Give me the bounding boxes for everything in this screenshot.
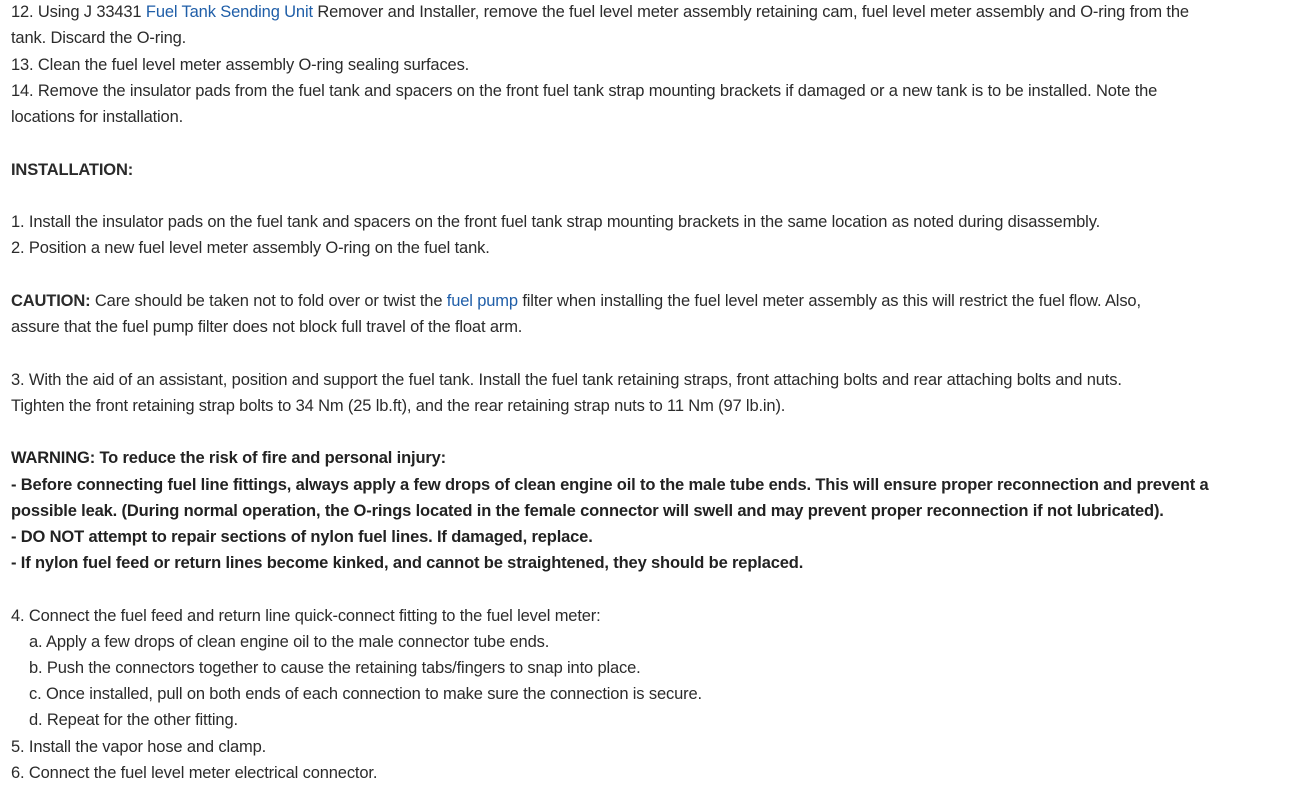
install-step-2: 2. Position a new fuel level meter assembly O-ring on the fuel tank. bbox=[11, 239, 490, 257]
warning-title: WARNING: To reduce the risk of fire and personal injury: bbox=[11, 449, 447, 467]
install-step-4c: c. Once installed, pull on both ends of each connection to make sure the connection is secure. bbox=[29, 685, 702, 703]
warning-item-1-line-1: - Before connecting fuel line fittings, always apply a few drops of clean engine oil to the male tube ends. This will ensure proper reconnection and prevent a bbox=[11, 476, 1209, 494]
install-step-1: 1. Install the insulator pads on the fuel tank and spacers on the front fuel tank strap mounting brackets in the same location as noted during disassembly. bbox=[11, 213, 1101, 231]
caution-note bbox=[11, 288, 1141, 314]
step-12 bbox=[11, 0, 1189, 25]
install-step-4: 4. Connect the fuel feed and return line quick-connect fitting to the fuel level meter: bbox=[11, 607, 601, 625]
install-step-4b: b. Push the connectors together to cause the retaining tabs/fingers to snap into place. bbox=[29, 659, 641, 677]
install-step-5: 5. Install the vapor hose and clamp. bbox=[11, 738, 267, 756]
install-step-4d: d. Repeat for the other fitting. bbox=[29, 711, 238, 729]
warning-item-2: - DO NOT attempt to repair sections of nylon fuel lines. If damaged, replace. bbox=[11, 528, 593, 546]
caution-continued: assure that the fuel pump filter does not block full travel of the float arm. bbox=[11, 318, 523, 336]
install-step-4a: a. Apply a few drops of clean engine oil to the male connector tube ends. bbox=[29, 633, 550, 651]
fuel-tank-sending-unit-link[interactable]: Fuel Tank Sending Unit bbox=[145, 3, 313, 21]
install-step-3-line-2: Tighten the front retaining strap bolts to 34 Nm (25 lb.ft), and the rear retaining strap nuts to 11 Nm (97 lb.in). bbox=[11, 397, 786, 415]
caution-text-before: Care should be taken not to fold over or twist the bbox=[90, 292, 447, 310]
warning-item-3: - If nylon fuel feed or return lines become kinked, and cannot be straightened, they should be replaced. bbox=[11, 554, 804, 572]
install-step-3-line-1: 3. With the aid of an assistant, position and support the fuel tank. Install the fuel tank retaining straps, front attaching bolts and rear attaching bolts and nuts. bbox=[11, 371, 1122, 389]
step-13: 13. Clean the fuel level meter assembly O-ring sealing surfaces. bbox=[11, 56, 470, 74]
warning-item-1-line-2: possible leak. (During normal operation, the O-rings located in the female connector will swell and may prevent proper reconnection if not lubricated). bbox=[11, 502, 1164, 520]
step-14-line-1: 14. Remove the insulator pads from the fuel tank and spacers on the front fuel tank strap mounting brackets if damaged or a new tank is to be installed. Note the bbox=[11, 82, 1158, 100]
caution-label: CAUTION: bbox=[11, 292, 91, 310]
caution-text-after: filter when installing the fuel level meter assembly as this will restrict the fuel flow. Also, bbox=[517, 292, 1141, 310]
installation-heading: INSTALLATION: bbox=[11, 161, 134, 179]
install-step-6: 6. Connect the fuel level meter electrical connector. bbox=[11, 764, 378, 782]
step-12-prefix: 12. Using J 33431 bbox=[11, 3, 146, 21]
step-12-suffix: Remover and Installer, remove the fuel level meter assembly retaining cam, fuel level meter assembly and O-ring from the bbox=[312, 3, 1189, 21]
fuel-pump-link[interactable]: fuel pump bbox=[446, 292, 518, 310]
step-14-line-2: locations for installation. bbox=[11, 108, 184, 126]
step-12-continued: tank. Discard the O-ring. bbox=[11, 29, 187, 47]
